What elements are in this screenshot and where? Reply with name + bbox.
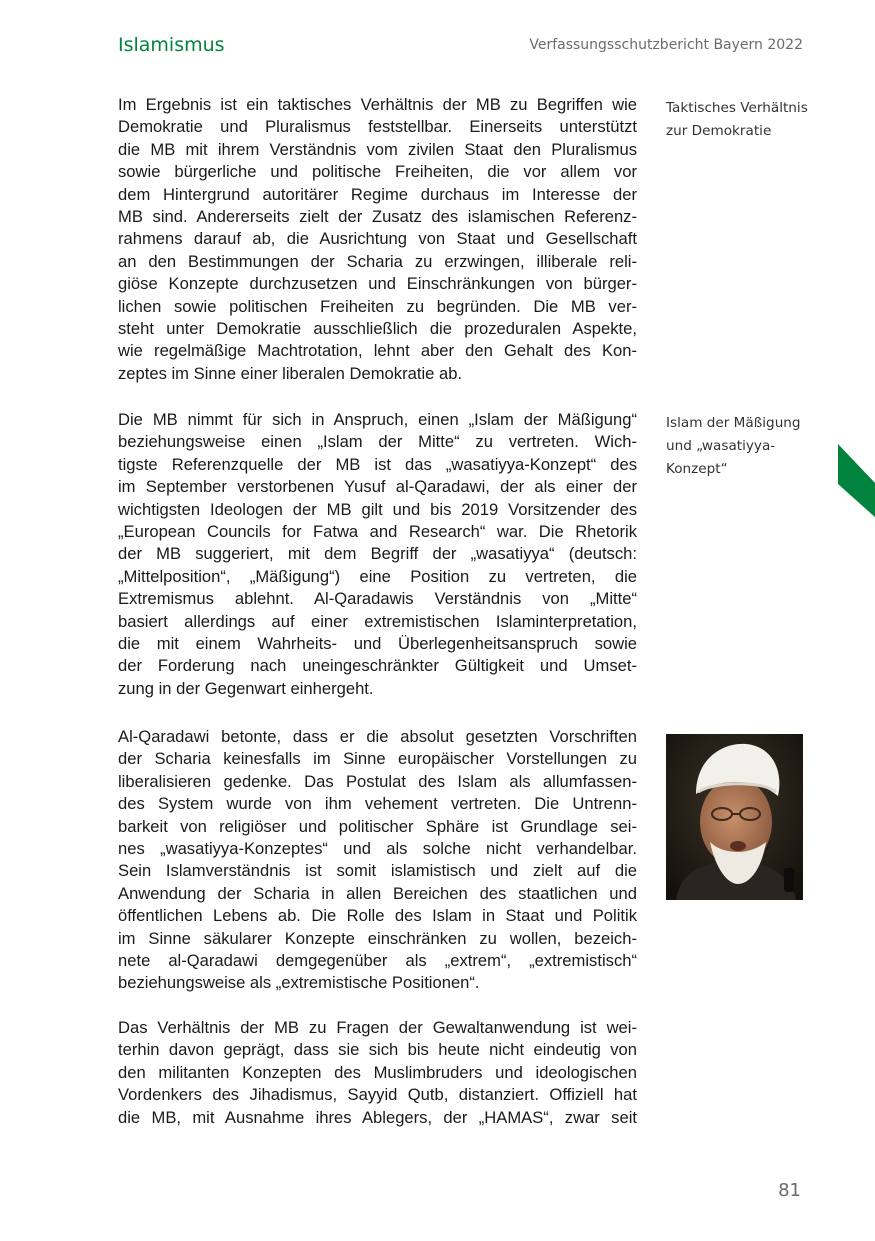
text-line: Demokratie und Pluralismus feststellbar. Einerseits unterstützt — [118, 117, 637, 137]
text-line: MB sind. Andererseits zielt der Zusatz des islamischen Referenz- — [118, 207, 637, 227]
text-line: beziehungsweise als „extremistische Positionen“. — [118, 973, 480, 993]
margin-note-line: zur Demokratie — [666, 123, 772, 139]
text-line: im Sinne säkularer Konzepte einschränken zu wollen, bezeich- — [118, 928, 637, 948]
text-line: die mit einem Wahrheits- und Überlegenheitsanspruch sowie — [118, 634, 637, 654]
text-line: Das Verhältnis der MB zu Fragen der Gewaltanwendung ist wei- — [118, 1018, 637, 1037]
text-line: „European Councils for Fatwa and Research“ war. Die Rhetorik — [118, 522, 637, 542]
margin-note-line: Taktisches Verhältnis — [666, 100, 808, 116]
text-line: Sein Islamverständnis ist somit islamistisch und zielt auf die — [118, 861, 637, 881]
report-title: Verfassungsschutzbericht Bayern 2022 — [529, 37, 803, 53]
text-line: Al-Qaradawi betonte, dass er die absolut gesetzten Vorschriften — [118, 727, 637, 746]
text-line: tigste Referenzquelle der MB ist das „wasatiyya-Konzept“ des — [118, 454, 637, 474]
page-number: 81 — [778, 1180, 801, 1201]
text-line: die MB, mit Ausnahme ihres Ablegers, der „HAMAS“, zwar seit — [118, 1107, 637, 1127]
text-line: zung in der Gegenwart einhergeht. — [118, 678, 374, 698]
text-line: basiert allerdings auf einer extremistischen Islaminterpretation, — [118, 611, 637, 631]
margin-note — [666, 412, 816, 481]
text-line: nete al-Qaradawi demgegenüber als „extrem“, „extremistisch“ — [118, 951, 637, 971]
text-line: giöse Konzepte durchzusetzen und Einschränkungen von bürger- — [118, 274, 637, 294]
paragraph — [118, 1017, 637, 1129]
text-line: der Forderung nach uneingeschränkter Gültigkeit und Umset- — [118, 656, 637, 676]
text-line: terhin davon geprägt, dass sie sich bis heute nicht eindeutig von — [118, 1040, 637, 1060]
text-line: an den Bestimmungen der Scharia zu erzwingen, illiberale reli- — [118, 251, 637, 271]
chapter-tab-marker — [838, 444, 875, 518]
text-line: Extremismus ablehnt. Al-Qaradawis Verständnis von „Mitte“ — [118, 589, 637, 609]
text-line: nes „wasatiyya-Konzeptes“ und als solche nicht verhandelbar. — [118, 839, 637, 859]
text-line: des System wurde von ihm vehement vertreten. Die Untrenn- — [118, 794, 637, 814]
margin-note — [666, 97, 816, 143]
text-line: barkeit von religiöser und politischer Sphäre ist Grundlage sei- — [118, 816, 637, 836]
margin-note-line: Islam der Mäßigung — [666, 415, 801, 431]
text-line: Im Ergebnis ist ein taktisches Verhältnis der MB zu Begriffen wie — [118, 95, 637, 114]
text-line: Vordenkers des Jihadismus, Sayyid Qutb, distanziert. Offiziell hat — [118, 1085, 637, 1105]
text-line: die MB mit ihrem Verständnis vom zivilen Staat den Pluralismus — [118, 139, 637, 159]
paragraph — [118, 726, 637, 995]
text-line: „Mittelposition“, „Mäßigung“) eine Position zu vertreten, die — [118, 566, 637, 586]
text-line: der Scharia keinesfalls im Sinne europäischer Vorstellungen zu — [118, 749, 637, 769]
text-line: der MB suggeriert, mit dem Begriff der „wasatiyya“ (deutsch: — [118, 544, 637, 564]
text-line: Anwendung der Scharia in allen Bereichen des staatlichen und — [118, 883, 637, 903]
paragraph — [118, 94, 637, 385]
margin-note-line: Konzept“ — [666, 461, 728, 477]
text-line: beziehungsweise einen „Islam der Mitte“ zu vertreten. Wich- — [118, 432, 637, 452]
margin-note-line: und „wasatiyya- — [666, 438, 776, 454]
text-line: rahmens darauf ab, die Ausrichtung von Staat und Gesellschaft — [118, 229, 637, 249]
paragraph — [118, 409, 637, 700]
text-line: steht unter Demokratie ausschließlich die prozeduralen Aspekte, — [118, 319, 637, 339]
text-line: den militanten Konzepten des Muslimbruders und ideologischen — [118, 1062, 637, 1082]
section-title: Islamismus — [118, 34, 225, 56]
text-line: lichen sowie politischen Freiheiten zu begründen. Die MB ver- — [118, 296, 637, 316]
text-line: Die MB nimmt für sich in Anspruch, einen „Islam der Mäßigung“ — [118, 410, 637, 429]
text-line: öffentlichen Lebens ab. Die Rolle des Islam in Staat und Politik — [118, 906, 637, 926]
text-line: liberalisieren gedenke. Das Postulat des Islam als allumfassen- — [118, 771, 637, 791]
text-line: wichtigsten Ideologen der MB gilt und bis 2019 Vorsitzender des — [118, 499, 637, 519]
text-line: zeptes im Sinne einer liberalen Demokratie ab. — [118, 363, 463, 383]
text-line: im September verstorbenen Yusuf al-Qaradawi, der als einer der — [118, 477, 637, 497]
text-line: dem Hintergrund autoritärer Regime durchaus im Interesse der — [118, 184, 637, 204]
portrait-photo — [666, 734, 803, 900]
text-line: wie regelmäßige Machtrotation, lehnt aber den Gehalt des Kon- — [118, 341, 637, 361]
text-line: sowie bürgerliche und politische Freiheiten, die vor allem vor — [118, 162, 637, 182]
